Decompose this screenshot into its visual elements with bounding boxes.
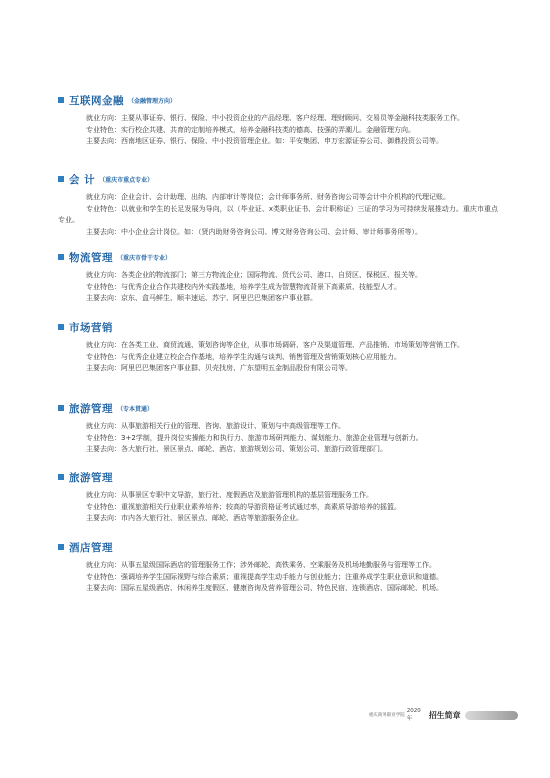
info-line (58, 113, 498, 125)
line-text: 与优秀企业建立校企合作基地，培养学生沟通与谈判、销售管理及营销策划核心应用能力。 (121, 352, 401, 361)
line-text: 在各类工业、商贸流通、策划咨询等企业，从事市场调研、客户及渠道管理、产品推销、市场策划等营销工作。 (121, 341, 464, 349)
info-line (58, 340, 498, 352)
info-line (58, 363, 498, 375)
line-label: 就业方向： (86, 341, 121, 349)
info-line (58, 192, 498, 204)
info-line (58, 421, 498, 433)
line-label: 主要去向： (86, 137, 121, 145)
info-line (58, 560, 498, 572)
section-title: 市场营销 (69, 321, 113, 334)
bullet-square-icon (58, 97, 64, 103)
line-text: 3+2学制，提升岗位实操能力和执行力、旅游市场研判能力、谋划能力、旅游企业管理与创新力。 (121, 433, 423, 442)
line-text: 重视旅游相关行业职业素养培养；较高的导游资格证考试通过率，高素质导游培养的摇篮。 (121, 502, 401, 511)
section-header (58, 540, 498, 554)
bullet-square-icon (58, 324, 64, 330)
line-label: 主要去向： (86, 227, 121, 236)
info-line (58, 136, 498, 148)
section-header (58, 93, 498, 107)
info-line (58, 227, 498, 239)
line-label: 主要去向： (86, 364, 121, 372)
section-tag: （重庆市骨干专业） (117, 254, 172, 262)
bullet-square-icon (58, 474, 64, 480)
info-line (58, 513, 498, 525)
line-label: 主要去向： (86, 584, 121, 592)
line-label: 专业特色： (86, 125, 121, 134)
page-footer (368, 708, 518, 722)
line-text: 京东、盒马鲜生、顺丰速运、苏宁、阿里巴巴集团客户事业群。 (121, 294, 317, 302)
line-text: 市内各大旅行社、景区景点、邮轮、酒店等旅游服务企业。 (121, 514, 303, 522)
footer-school-name: 重庆商务职业学院 (368, 712, 405, 718)
section-logistics (58, 250, 498, 305)
section-header (58, 401, 498, 415)
line-text: 强调培养学生国际视野与综合素质；重视提高学生动手能力与创业能力；注重养成学生职业意识和道德。 (121, 572, 443, 581)
footer-year: 2020年 (406, 708, 421, 722)
section-title: 互联网金融 (69, 94, 124, 107)
section-hotel-management (58, 540, 498, 595)
line-text: 以就业和学生的长足发展为导向，以（毕业证、x类职业证书、会计职称证）三证的学习为可持续发展推动力。重庆市重点专业。 (58, 204, 498, 224)
line-text: 从事旅游相关行业的管理、咨询、旅游设计、策划与中高级管理等工作。 (121, 422, 345, 430)
section-marketing (58, 320, 498, 375)
line-text: 与优秀企业合作共建校内外实践基地，培养学生成为智慧物流背景下高素质、技能型人才。 (121, 282, 401, 291)
section-tag: （专本贯通） (117, 405, 154, 413)
line-text: 企业会计、会计助理、出纳、内部审计等岗位；会计师事务所、财务咨询公司等会计中介机构的代理记账。 (121, 193, 450, 201)
info-line (58, 282, 498, 294)
section-title: 旅游管理 (69, 471, 113, 484)
info-line (58, 204, 498, 227)
section-tag: （重庆市重点专业） (99, 176, 154, 184)
section-tourism-management (58, 470, 498, 525)
line-label: 专业特色： (86, 204, 122, 213)
section-title: 酒店管理 (69, 541, 113, 554)
section-header (58, 320, 498, 334)
line-text: 西南地区证券、银行、保险、中小投资管理企业。如：平安集团、申万宏源证券公司、御鼎投资公司等。 (121, 137, 443, 145)
line-label: 就业方向： (86, 561, 121, 569)
line-text: 各大旅行社、景区景点、邮轮、酒店、旅游规划公司、策划公司、旅游行政管理部门。 (121, 445, 387, 453)
info-line (58, 502, 498, 514)
line-label: 主要去向： (86, 445, 121, 453)
footer-decorative-bar (465, 711, 518, 720)
footer-title: 招生简章 (428, 710, 461, 720)
bullet-square-icon (58, 544, 64, 550)
line-text: 从事景区专职中文导游，旅行社、度假酒店及旅游管理机构的基层管理服务工作。 (121, 491, 373, 499)
line-label: 就业方向： (86, 271, 121, 279)
info-line (58, 293, 498, 305)
line-label: 专业特色： (86, 572, 121, 581)
info-line (58, 270, 498, 282)
line-text: 阿里巴巴集团客户事业群、贝壳找房、广东望明五金制品股份有限公司等。 (121, 364, 352, 372)
section-title: 物流管理 (69, 251, 113, 264)
line-text: 实行校企共建、共育的定制培养模式，培养金融科技类的德高、技强的弄潮儿。金融管理方向。 (121, 125, 415, 134)
section-title: 旅游管理 (69, 402, 113, 415)
section-title: 会 计 (69, 173, 96, 186)
info-line (58, 583, 498, 595)
line-text: 主要从事证券、银行、保险、中小投资企业的产品经理、客户经理、理财顾问、交易员等金融科技类服务工作。 (121, 114, 464, 122)
section-header (58, 250, 498, 264)
section-internet-finance (58, 93, 498, 148)
line-text: 从事五星级国际酒店的管理服务工作；涉外邮轮、高铁乘务、空乘服务及机场地勤服务与管理等工作。 (121, 561, 436, 569)
line-label: 专业特色： (86, 352, 121, 361)
section-accounting (58, 172, 498, 238)
line-label: 就业方向： (86, 193, 121, 201)
info-line (58, 352, 498, 364)
line-label: 主要去向： (86, 294, 121, 302)
section-tag: （金融管理方向） (128, 97, 177, 105)
section-tourism-management-bachelor (58, 401, 498, 456)
line-text: 国际五星级酒店、休闲养生度假区、健康咨询及营养管理公司、特色民宿、连锁酒店、国际邮轮、机场。 (121, 584, 443, 592)
line-text: 各类企业的物流部门；第三方物流企业；国际物流、货代公司、港口、自贸区、保税区、报关等。 (121, 271, 422, 279)
line-label: 专业特色： (86, 433, 121, 442)
line-text: 中小企业会计岗位。如：（贤内助财务咨询公司、博文财务咨询公司、会计师、审计师事务所等）。 (121, 227, 422, 236)
bullet-square-icon (58, 405, 64, 411)
info-line (58, 433, 498, 445)
info-line (58, 125, 498, 137)
info-line (58, 444, 498, 456)
bullet-square-icon (58, 254, 64, 260)
info-line (58, 572, 498, 584)
info-line (58, 490, 498, 502)
section-header (58, 470, 498, 484)
line-label: 就业方向： (86, 114, 121, 122)
bullet-square-icon (58, 176, 64, 182)
line-label: 就业方向： (86, 422, 121, 430)
line-label: 专业特色： (86, 282, 121, 291)
line-label: 主要去向： (86, 514, 121, 522)
section-header (58, 172, 498, 186)
line-label: 就业方向： (86, 491, 121, 499)
line-label: 专业特色： (86, 502, 121, 511)
